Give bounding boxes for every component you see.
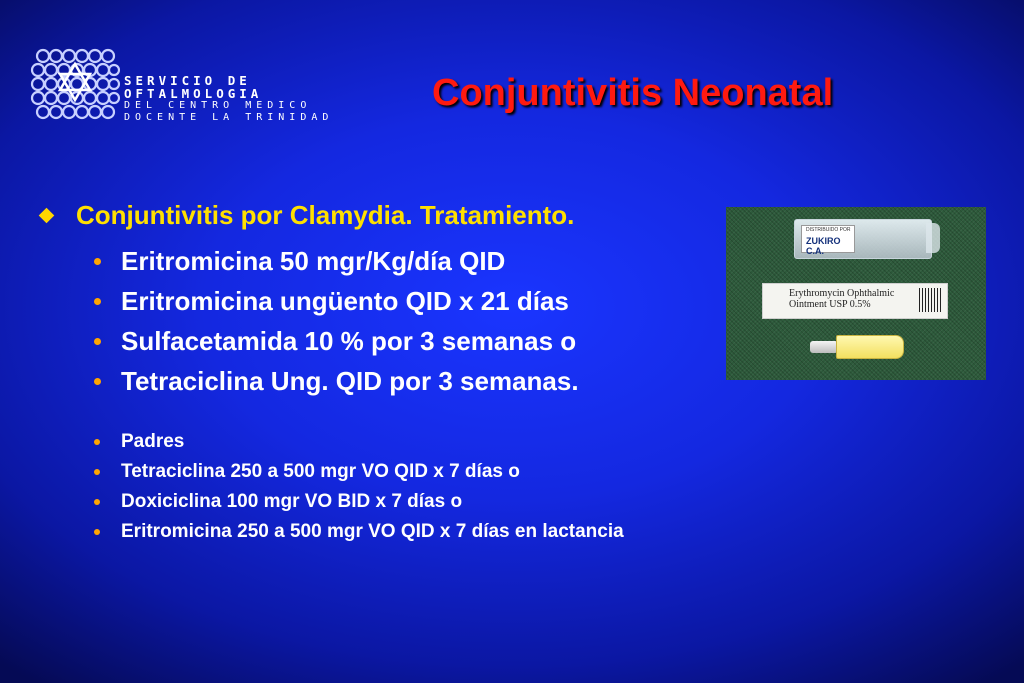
parents-item xyxy=(38,520,688,544)
parents-item-text: Padres xyxy=(121,431,185,452)
parents-item-text: Eritromicina 250 a 500 mgr VO QID x 7 días en lactancia xyxy=(121,521,624,542)
treatment-item xyxy=(38,241,698,281)
treatment-sublist xyxy=(38,241,698,401)
logo-line-2: OFTALMOLOGIA xyxy=(124,86,263,101)
main-bullet-text: Conjuntivitis por Clamydia. Tratamiento. xyxy=(76,200,575,230)
treatment-text: Eritromicina 50 mgr/Kg/día QID xyxy=(121,245,506,276)
parents-list xyxy=(38,430,688,550)
dot-bullet-icon xyxy=(94,529,100,535)
vial-case xyxy=(794,219,932,259)
distributor-label: DISTRIBUIDO POR xyxy=(806,227,851,233)
dot-bullet-icon xyxy=(94,499,100,505)
slide-title: Conjuntivitis Neonatal xyxy=(432,72,834,114)
treatment-text: Eritromicina ungüento QID x 21 días xyxy=(121,285,569,316)
dot-bullet-icon xyxy=(94,469,100,475)
logo-line-3: DEL CENTRO MEDICO xyxy=(124,100,312,111)
parents-item xyxy=(38,430,688,454)
logo-line-4: DOCENTE LA TRINIDAD xyxy=(124,112,334,123)
treatment-text: Tetraciclina Ung. QID por 3 semanas. xyxy=(121,365,579,396)
box-label xyxy=(789,288,894,310)
box-line-2: Ointment USP 0.5% xyxy=(789,299,871,310)
dot-bullet-icon xyxy=(94,378,101,385)
tube-cap xyxy=(810,341,838,353)
parents-item xyxy=(38,460,688,484)
parents-item xyxy=(38,490,688,514)
diamond-bullet-icon xyxy=(39,208,55,224)
box-line-1: Erythromycin Ophthalmic xyxy=(789,288,895,299)
dot-bullet-icon xyxy=(94,298,101,305)
treatment-list xyxy=(38,200,698,401)
product-photo xyxy=(726,207,986,380)
brand-label: ZUKIRO C.A. xyxy=(806,236,841,256)
vial-label xyxy=(801,225,855,256)
dot-bullet-icon xyxy=(94,258,101,265)
logo-line-1: SERVICIO DE xyxy=(124,73,251,88)
treatment-item xyxy=(38,321,698,361)
treatment-item xyxy=(38,361,698,401)
parents-item-text: Doxiciclina 100 mgr VO BID x 7 días o xyxy=(121,491,463,512)
treatment-item xyxy=(38,281,698,321)
dot-bullet-icon xyxy=(94,439,100,445)
dot-bullet-icon xyxy=(94,338,101,345)
logo-text xyxy=(124,74,333,124)
ointment-tube xyxy=(836,335,904,359)
star-of-david-rings-icon xyxy=(30,46,120,126)
treatment-text: Sulfacetamida 10 % por 3 semanas o xyxy=(121,325,577,356)
main-bullet xyxy=(38,200,698,231)
ointment-box xyxy=(762,283,948,319)
parents-item-text: Tetraciclina 250 a 500 mgr VO QID x 7 días o xyxy=(121,461,520,482)
vial-cap xyxy=(926,223,940,253)
barcode xyxy=(919,288,941,312)
logo xyxy=(30,46,334,126)
